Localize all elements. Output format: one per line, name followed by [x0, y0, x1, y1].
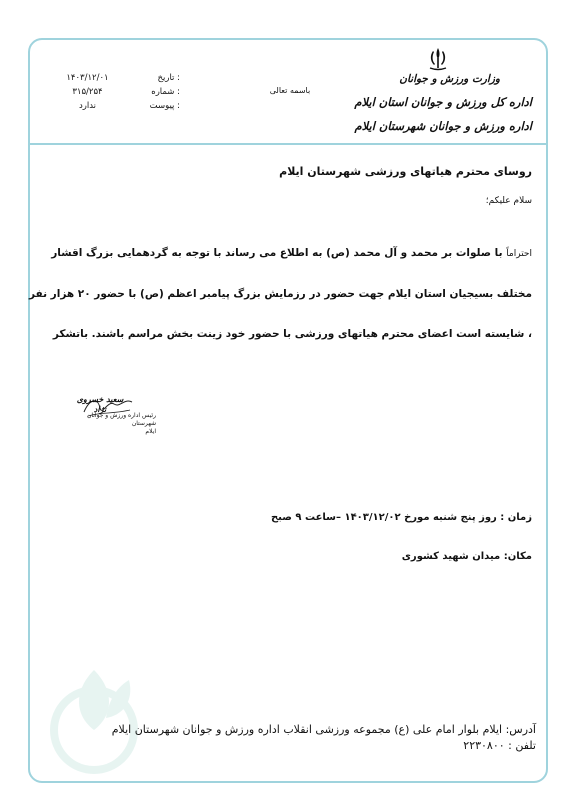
body-line-1-text: با صلوات بر محمد و آل محمد (ص) به اطلاع می رساند با توجه به گردهمایی بزرگ اقشار — [51, 247, 503, 259]
body-line-3: ، شایسته است اعضای محترم هیاتهای ورزشی با حضور خود زینت بخش مراسم باشند. باتشکر — [52, 328, 532, 340]
event-time: زمان : روز پنج شنبه مورخ ۱۴۰۳/۱۲/۰۲ –ساعت ۹ صبح — [270, 512, 532, 523]
signatory-title — [66, 412, 156, 435]
ministry-name: وزارت ورزش و جوانان — [399, 73, 500, 85]
iran-emblem-icon — [424, 46, 452, 72]
number-row — [60, 87, 180, 99]
signatory-title-line-1: رئیس اداره ورزش و جوانان شهرستان — [87, 412, 156, 427]
date-row — [60, 73, 180, 85]
leaf-watermark-icon — [34, 660, 154, 780]
attachment-row — [60, 101, 180, 113]
footer-address: آدرس: ایلام بلوار امام علی (ع) مجموعه ورزشی انقلاب اداره ورزش و جوانان شهرستان ایلام — [111, 723, 536, 736]
signatory-title-line-2: ایلام — [145, 427, 156, 435]
number-value: ۳۱۵/۲۵۴ — [72, 87, 103, 97]
event-place: مکان: میدان شهید کشوری — [401, 551, 532, 562]
province-office-name: اداره کل ورزش و جوانان استان ایلام — [354, 95, 532, 109]
basmala: باسمه تعالی — [269, 86, 311, 95]
attachment-label: پیوست : — [149, 101, 180, 111]
body-line-1 — [52, 247, 532, 259]
body-line-2: مختلف بسیجیان استان ایلام جهت حضور در رزمایش بزرگ پیامبر اعظم (ص) با حضور ۲۰ هزار نفر — [28, 288, 532, 300]
attachment-value: ندارد — [78, 101, 97, 111]
recipient: روسای محترم هیاتهای ورزشی شهرستان ایلام — [279, 165, 532, 178]
greeting: سلام علیکم؛ — [485, 196, 532, 206]
header-divider — [30, 143, 546, 145]
footer-phone: تلفن : ۲۲۳۰۸۰۰ — [463, 739, 536, 752]
number-label: شماره : — [151, 87, 180, 97]
body-lead: احتراماً — [506, 249, 532, 259]
date-label: تاریخ : — [157, 73, 180, 83]
date-value: ۱۴۰۳/۱۲/۰۱ — [66, 73, 109, 83]
city-office-name: اداره ورزش و جوانان شهرستان ایلام — [354, 119, 532, 133]
signatory-name: سعید خسروی نژاد — [76, 394, 124, 414]
